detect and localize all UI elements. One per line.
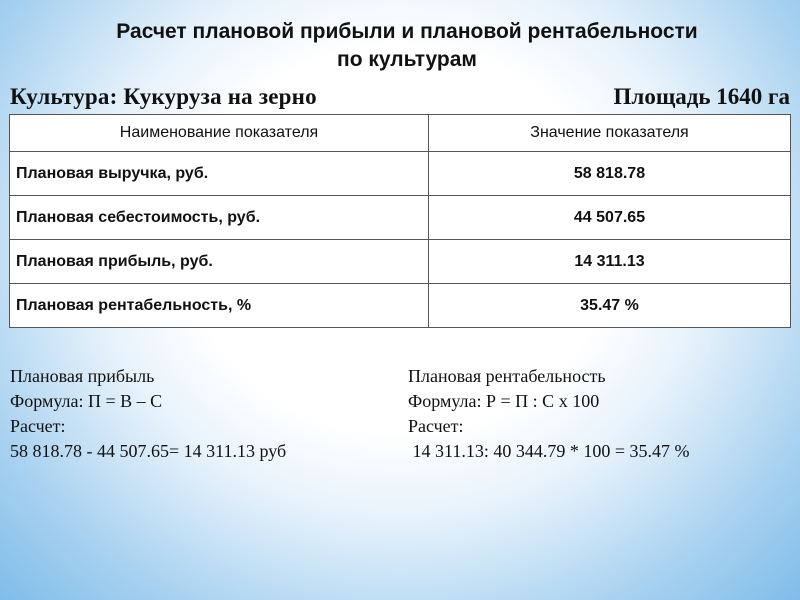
row-name: Плановая прибыль, руб. [10, 240, 429, 284]
header-indicator-name: Наименование показателя [10, 115, 429, 152]
profitability-calculation [408, 364, 689, 464]
title-line-1: Расчет плановой прибыли и плановой рентабельности [116, 20, 698, 43]
profit-calc-expression: 58 818.78 - 44 507.65= 14 311.13 руб [10, 441, 287, 461]
row-name: Плановая себестоимость, руб. [10, 196, 429, 240]
table-row [10, 284, 791, 328]
row-value: 14 311.13 [429, 240, 791, 284]
area-label: Площадь 1640 га [613, 84, 790, 109]
profit-formula: Формула: П = В – С [10, 391, 163, 411]
page-title [0, 18, 800, 74]
profit-calculation [10, 364, 286, 464]
row-value: 58 818.78 [429, 152, 791, 196]
header-indicator-value: Значение показателя [429, 115, 791, 152]
row-value: 44 507.65 [429, 196, 791, 240]
row-name: Плановая рентабельность, % [10, 284, 429, 328]
table-row [10, 240, 791, 284]
crop-label: Культура: Кукуруза на зерно [10, 84, 317, 109]
table-header-row [10, 115, 791, 152]
row-name: Плановая выручка, руб. [10, 152, 429, 196]
table-row [10, 196, 791, 240]
profit-calc-label: Расчет: [10, 416, 66, 436]
profitability-calc-expression: 14 311.13: 40 344.79 * 100 = 35.47 % [408, 441, 690, 461]
indicators-table [9, 114, 791, 328]
table-row [10, 152, 791, 196]
profitability-calc-label: Расчет: [408, 416, 464, 436]
profit-calc-title: Плановая прибыль [10, 366, 155, 386]
title-line-2: по культурам [337, 48, 477, 71]
profitability-calc-title: Плановая рентабельность [408, 366, 606, 386]
profitability-formula: Формула: Р = П : С х 100 [408, 391, 600, 411]
row-value: 35.47 % [429, 284, 791, 328]
